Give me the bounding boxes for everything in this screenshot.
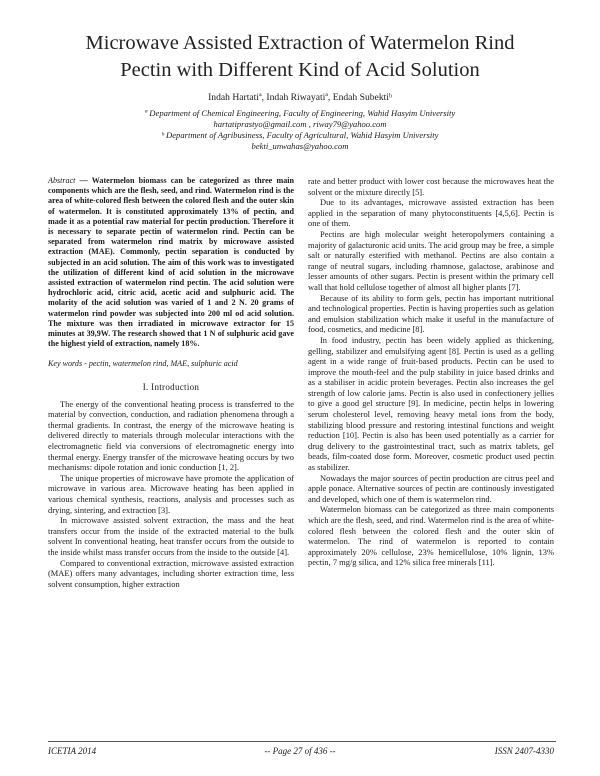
right-paragraph: rate and better product with lower cost because the microwaves heat the solvent or the mixture directly [5].: [308, 176, 554, 197]
footer-issn: ISSN 2407-4330: [494, 746, 554, 756]
footer-conference: ICETIA 2014: [48, 746, 97, 756]
right-paragraph: Because of its ability to form gels, pectin has important nutritional and technological properties. Pectin is having properties such as gelation and emulsion stabilization which make it useful in the manufacture of food, cosmetics, and medicine [8].: [308, 292, 554, 335]
right-paragraph: Pectins are high molecular weight heteropolymers containing a majority of galacturonic acid units. The acid group may be free, a simple salt or naturally esterified with methanol. Pectins are also contain a range of neutral sugars, including rhamnose, galactose, arabinose and lesser amounts of other sugars. Pectin is present within the primary cell wall that hold cellulose together of almost all higher plants [7].: [308, 228, 554, 292]
author-list: Indah Hartatiª, Indah Riwayatiª, Endah Subektiᵇ: [208, 92, 392, 103]
footer-page-number: -- Page 27 of 436 --: [264, 746, 336, 756]
footer-divider: [48, 741, 556, 742]
paper-title: [20, 30, 580, 84]
abstract-text: — Watermelon biomass can be categorized as three main components which are the flesh, seed, and rind. Watermelon rind is the area of white-colored flesh between the colored flesh and the outer skin of watermelon. It is constituted approximately 13% of pectin, and made it as a potential raw material for pectin production. Therefore it is necessary to separate pectin of watermelon rind. Pectin can be separated from watermelon rind matrix by microwave assisted extraction (MAE). Commonly, pectin separation is conducted by subjected in an acid solution. The aim of this work was to investigated the utilization of different kind of acid solution in the microwave assisted extraction of watermelon rind pectin. The acid solution were hydrochloric acid, citric acid, acetic acid and sulphuric acid. The molarity of the acid solution was varied of 1 and 2 N. 20 grams of watermelon rind powder was subjected into 200 ml od acid solution. The mixture was then irradiated in microwave extractor for 15 minutes at 39,9W. The research showed that 1 N of sulphuric acid gave the highest yield of extraction, namely 18%.: [48, 176, 294, 349]
left-column: [48, 176, 294, 589]
section-heading-introduction: I. Introduction: [142, 382, 200, 393]
affiliation-2: ᵇ Department of Agribusiness, Faculty of Agricultural, Wahid Hasyim University: [161, 130, 439, 140]
title-line-1: Microwave Assisted Extraction of Watermelon Rind: [85, 32, 515, 54]
right-column: [308, 176, 554, 568]
left-paragraph: Compared to conventional extraction, microwave assisted extraction (MAE) offers many advantages, including shorter extraction time, less solvent consumption, higher extraction: [48, 557, 294, 589]
abstract-label: Abstract: [48, 176, 76, 185]
title-line-2: Pectin with Different Kind of Acid Solution: [120, 59, 480, 81]
affiliation-1-emails: hartatiprastyo@gmail.com , riway79@yahoo.com: [213, 119, 387, 129]
left-paragraph: The energy of the conventional heating process is transferred to the material by convection, conduction, and radiation phenomena through a thermal gradients. In contrast, the energy of the microwave heating is delivered directly to materials through molecular interactions with the electromagnetic field via conversions of electromagnetic energy into thermal energy. Energy transfer of the microwave heating occurs by two mechanisms: dipole rotation and ionic conduction [1, 2].: [48, 398, 294, 473]
keywords: Key words - pectin, watermelon rind, MAE, sulphuric acid: [48, 359, 238, 369]
left-paragraph: In microwave assisted solvent extraction, the mass and the heat transfers occur from the inside of the extracted material to the bulk solvent In conventional heating, heat transfer occurs from the outside to the inside whilst mass transfer occurs from the inside to the outside [4].: [48, 515, 294, 557]
right-paragraph: Due to its advantages, microwave assisted extraction has been applied in the separation of many phytoconstituents [4,5,6]. Pectin is one of them.: [308, 197, 554, 229]
right-paragraph: Watermelon biomass can be categorized as three main components which are the flesh, seed, and rind. Watermelon rind is the area of white-colored flesh between the colored flesh and the outer skin of watermelon. The rind of watermelon is reported to contain approximately 20% cellulose, 23% hemicellulose, 10% lignin, 13% pectin, 7 mg/g silica, and 12% silica free minerals [11].: [308, 504, 554, 568]
right-paragraph: Nowadays the major sources of pectin production are citrus peel and apple ponace. Alternative sources of pectin are continously investigated and developed, which one of them is watermelon rind.: [308, 472, 554, 504]
abstract: [48, 176, 294, 349]
affiliation-2-email: bekti_unwahas@yahoo.com: [251, 141, 349, 151]
affiliation-1: ª Department of Chemical Engineering, Faculty of Engineering, Wahid Hasyim University: [144, 108, 456, 118]
left-paragraph: The unique properties of microwave have promote the application of microwave in various area. Microwave heating has been applied in various chemical synthesis, reactions, analysis and processes such as drying, sintering, and extraction [3].: [48, 472, 294, 515]
right-paragraph: In food industry, pectin has been widely applied as thickening, gelling, stabilizer and emulsifying agent [8]. Pectin is used as a gelling agent in a wide range of fruit-based products. Pectin can be used to improve the mouth-feel and the pulp stability in juice based drinks and as a stabiliser in acidic protein beverages. Pectin also increases the gel strength of low calorie jams. Pectin is also used in confectionery jellies to give a good gel structure [9]. In medicine, pectin helps in lowering serum cholesterol level, removing heavy metal ions from the body, stabilizing blood pressure and restoring intestinal functions and weight reduction [10]. Pectin is also has been used potentially as a carrier for drug delivery to the gastrointestinal tract, such as matrix tablets, gel beads, film-coated dose form. Moreover, cosmetic product used pectin as stabilizer.: [308, 334, 554, 473]
